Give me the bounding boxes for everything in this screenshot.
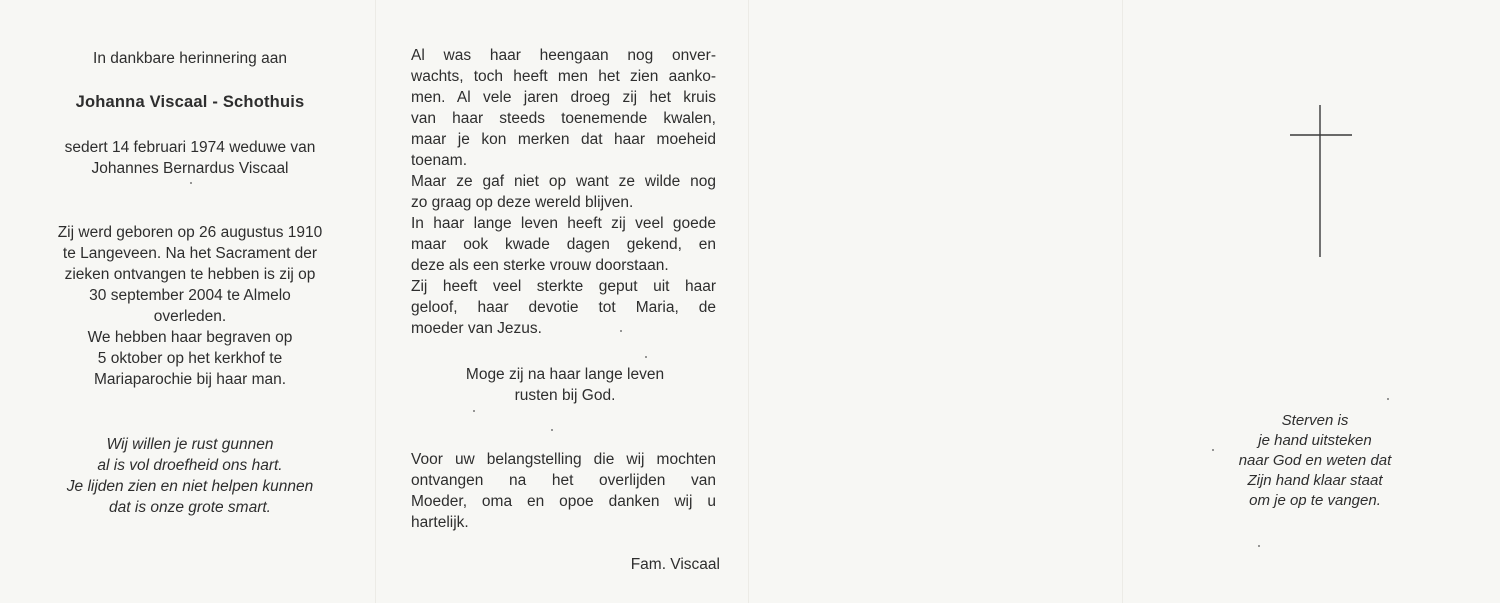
bio-line: te Langeveen. Na het Sacrament der	[62, 245, 318, 262]
fold-line	[375, 0, 376, 603]
verse-line: om je op te vangen.	[1249, 492, 1381, 509]
text-line: van haar steeds toenemende kwalen,	[411, 110, 716, 127]
paper-speck	[1258, 545, 1260, 547]
fold-line	[1122, 0, 1123, 603]
text-line: geloof, haar devotie tot Maria, de	[411, 299, 716, 316]
text-line: Maar ze gaf niet op want ze wilde nog	[411, 173, 716, 190]
bio-line: Mariaparochie bij haar man.	[93, 371, 287, 388]
deceased-name: Johanna Viscaal - Schothuis	[75, 93, 305, 111]
paper-speck	[190, 182, 192, 184]
text-line: deze als een sterke vrouw doorstaan.	[411, 257, 669, 274]
paper-speck	[1387, 398, 1389, 400]
thanks-line: ontvangen na het overlijden van	[411, 472, 716, 489]
poem-line: Wij willen je rust gunnen	[106, 436, 274, 453]
widow-line: sedert 14 februari 1974 weduwe van	[64, 139, 316, 156]
thanks-line: hartelijk.	[411, 514, 469, 531]
poem-line: al is vol droefheid ons hart.	[97, 457, 283, 474]
text-line: men. Al vele jaren droeg zij het kruis	[411, 89, 716, 106]
text-line: zo graag op deze wereld blijven.	[411, 194, 634, 211]
intro-text: In dankbare herinnering aan	[93, 50, 287, 67]
paper-speck	[551, 429, 553, 431]
wish-line: rusten bij God.	[514, 387, 616, 404]
verse-line: je hand uitsteken	[1258, 432, 1372, 449]
text-line: toenam.	[411, 152, 468, 169]
paper-speck	[1212, 449, 1214, 451]
bio-line: 5 oktober op het kerkhof te	[97, 350, 283, 367]
thanks-line: Moeder, oma en opoe danken wij u	[411, 493, 716, 510]
paper-speck	[645, 356, 647, 358]
poem-line: dat is onze grote smart.	[109, 499, 271, 516]
left-panel	[20, 0, 360, 603]
verse-line: Sterven is	[1281, 412, 1349, 429]
text-line: maar ook kwade dagen gekend, en	[411, 236, 716, 253]
paper-speck	[620, 330, 622, 332]
verse-line: naar God en weten dat	[1238, 452, 1392, 469]
poem-line: Je lijden zien en niet helpen kunnen	[66, 478, 314, 495]
right-panel	[1150, 0, 1480, 603]
text-line: In haar lange leven heeft zij veel goede	[411, 215, 716, 232]
bio-line: Zij werd geboren op 26 augustus 1910	[57, 224, 323, 241]
bio-line: 30 september 2004 te Almelo	[89, 287, 291, 304]
latin-cross-icon	[1290, 105, 1352, 257]
text-line: Al was haar heengaan nog onver-	[411, 47, 716, 64]
family-signature: Fam. Viscaal	[630, 556, 720, 573]
fold-line	[748, 0, 749, 603]
text-line: wachts, toch heeft men het zien aanko-	[411, 68, 716, 85]
bio-line: zieken ontvangen te hebben is zij op	[64, 266, 316, 283]
text-line: moeder van Jezus.	[411, 320, 542, 337]
text-line: Zij heeft veel sterkte geput uit haar	[411, 278, 716, 295]
wish-line: Moge zij na haar lange leven	[465, 366, 665, 383]
bio-line: We hebben haar begraven op	[87, 329, 293, 346]
widow-line: Johannes Bernardus Viscaal	[91, 160, 289, 177]
text-line: maar je kon merken dat haar moeheid	[411, 131, 716, 148]
middle-panel	[395, 0, 740, 603]
paper-speck	[473, 410, 475, 412]
thanks-line: Voor uw belangstelling die wij mochten	[411, 451, 716, 468]
bio-line: overleden.	[153, 308, 227, 325]
verse-line: Zijn hand klaar staat	[1247, 472, 1383, 489]
